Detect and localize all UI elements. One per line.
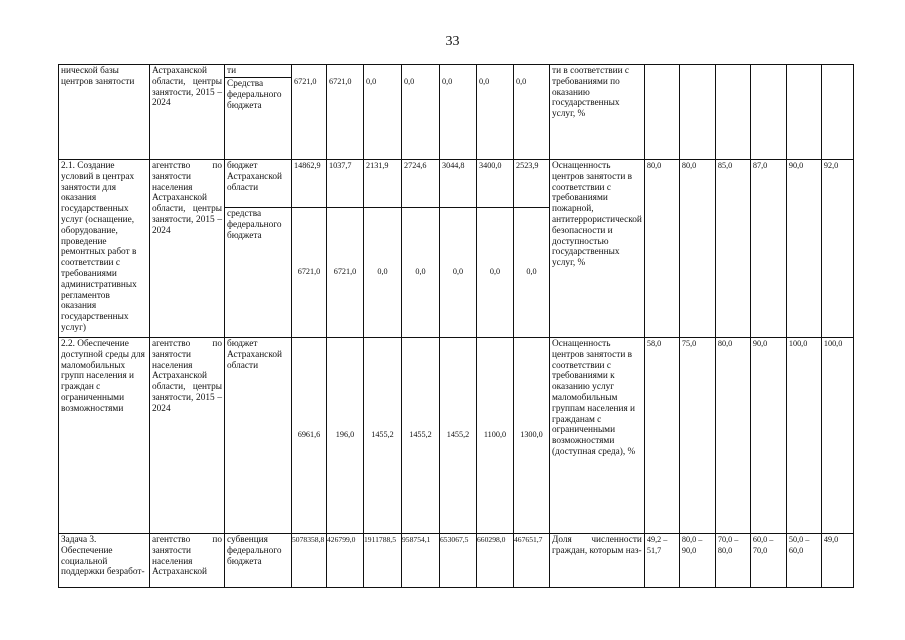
target-cell bbox=[821, 65, 853, 160]
amount-2018: 0,0 bbox=[440, 208, 477, 338]
table-row bbox=[59, 65, 854, 160]
target-2020: 49,0 bbox=[821, 534, 853, 588]
executor: Астраханской области, центры занятости, 2015 – 2024 bbox=[150, 65, 225, 160]
executor: агентство по занятости населения Астраханской bbox=[150, 534, 225, 588]
target-2016: 75,0 bbox=[679, 338, 715, 534]
target-2017: 80,0 bbox=[715, 338, 750, 534]
amount-2019: 1100,0 bbox=[477, 338, 514, 534]
target-2017: 70,0 – 80,0 bbox=[715, 534, 750, 588]
target-cell bbox=[644, 65, 679, 160]
indicator-text: Оснащенность центров занятости в соответствии с требованиями к оказанию услуг маломобильным группам населения и гражданам с ограниченными возможностями (доступная среда), % bbox=[550, 338, 645, 534]
target-2015: 49,2 – 51,7 bbox=[644, 534, 679, 588]
amount-total: 6721,0 bbox=[292, 208, 327, 338]
amount-2016: 1455,2 bbox=[364, 338, 402, 534]
target-2018: 60,0 – 70,0 bbox=[750, 534, 786, 588]
amount-2019: 660298,0 bbox=[477, 534, 514, 588]
amount-2016: 0,0 bbox=[364, 65, 402, 160]
target-2020: 92,0 bbox=[821, 160, 853, 338]
event-name: 2.1. Создание условий в центрах занятости для оказания государственных услуг (оснащение, оборудование, проведение ремонтных работ в соответствии с требованиями административных регламентов оказания государственных услуг) bbox=[59, 160, 150, 338]
amount-2017: 2724,6 bbox=[402, 160, 440, 208]
amount-2016: 1911788,5 bbox=[364, 534, 402, 588]
amount-2016: 2131,9 bbox=[364, 160, 402, 208]
amount-2018: 3044,8 bbox=[440, 160, 477, 208]
target-2019: 50,0 – 60,0 bbox=[786, 534, 821, 588]
target-2016: 80,0 bbox=[679, 160, 715, 338]
funding-source-label: Средства федерального бюджета bbox=[227, 79, 282, 111]
target-2016: 80,0 – 90,0 bbox=[679, 534, 715, 588]
amount-total: 14862,9 bbox=[292, 160, 327, 208]
amount-2020: 0,0 bbox=[514, 208, 550, 338]
amount-2020: 1300,0 bbox=[514, 338, 550, 534]
target-2018: 90,0 bbox=[750, 338, 786, 534]
target-2018: 87,0 bbox=[750, 160, 786, 338]
event-name: нической базы центров занятости bbox=[59, 65, 150, 160]
amount-total: 6961,6 bbox=[292, 338, 327, 534]
executor: агентство по занятости населения Астраханской области, центры занятости, 2015 – 2024 bbox=[150, 160, 225, 338]
executor: агентство по занятости населения Астраханской области, центры занятости, 2015 – 2024 bbox=[150, 338, 225, 534]
table-row bbox=[59, 160, 854, 208]
funding-source bbox=[225, 65, 292, 160]
amount-total: 5078358,8 bbox=[292, 534, 327, 588]
amount-2019: 0,0 bbox=[477, 208, 514, 338]
amount-2018: 1455,2 bbox=[440, 338, 477, 534]
table-row bbox=[59, 338, 854, 534]
target-2019: 100,0 bbox=[786, 338, 821, 534]
funding-source: субвенция федерального бюджета bbox=[225, 534, 292, 588]
indicator-text: Доля численности граждан, которым наз- bbox=[550, 534, 645, 588]
target-2015: 80,0 bbox=[644, 160, 679, 338]
page-number: 33 bbox=[445, 34, 460, 49]
amount-2020: 467651,7 bbox=[514, 534, 550, 588]
event-name: 2.2. Обеспечение доступной среды для маломобильных групп населения и граждан с ограниченными возможностями bbox=[59, 338, 150, 534]
target-cell bbox=[786, 65, 821, 160]
target-2020: 100,0 bbox=[821, 338, 853, 534]
target-2019: 90,0 bbox=[786, 160, 821, 338]
amount-2017: 1455,2 bbox=[402, 338, 440, 534]
amount-2015: 6721,0 bbox=[327, 208, 364, 338]
amount-2020: 0,0 bbox=[514, 65, 550, 160]
funding-source: бюджет Астраханской области bbox=[225, 160, 292, 208]
task-name: Задача 3. Обеспечение социальной поддержки безработ- bbox=[59, 534, 150, 588]
target-2015: 58,0 bbox=[644, 338, 679, 534]
amount-2018: 653067,5 bbox=[440, 534, 477, 588]
target-cell bbox=[679, 65, 715, 160]
amount-2019: 0,0 bbox=[477, 65, 514, 160]
amount-2015: 196,0 bbox=[327, 338, 364, 534]
amount-2015: 6721,0 bbox=[327, 65, 364, 160]
program-table bbox=[58, 64, 854, 588]
amount-2016: 0,0 bbox=[364, 208, 402, 338]
amount-2017: 0,0 bbox=[402, 65, 440, 160]
amount-2019: 3400,0 bbox=[477, 160, 514, 208]
indicator-text: ти в соответствии с требованиями по оказанию государственных услуг, % bbox=[550, 65, 645, 160]
amount-2018: 0,0 bbox=[440, 65, 477, 160]
funding-source: бюджет Астраханской области bbox=[225, 338, 292, 534]
indicator-text: Оснащенность центров занятости в соответствии с требованиями пожарной, антитеррористической безопасности и доступностью государственных услуг, % bbox=[550, 160, 645, 338]
amount-2017: 0,0 bbox=[402, 208, 440, 338]
target-cell bbox=[715, 65, 750, 160]
amount-2015: 426799,0 bbox=[327, 534, 364, 588]
target-cell bbox=[750, 65, 786, 160]
amount-2017: 958754,1 bbox=[402, 534, 440, 588]
funding-source: средства федерального бюджета bbox=[225, 208, 292, 338]
target-2017: 85,0 bbox=[715, 160, 750, 338]
table-row bbox=[59, 534, 854, 588]
amount-total: 6721,0 bbox=[292, 65, 327, 160]
amount-2015: 1037,7 bbox=[327, 160, 364, 208]
funding-source-top: ти bbox=[225, 65, 291, 78]
amount-2020: 2523,9 bbox=[514, 160, 550, 208]
